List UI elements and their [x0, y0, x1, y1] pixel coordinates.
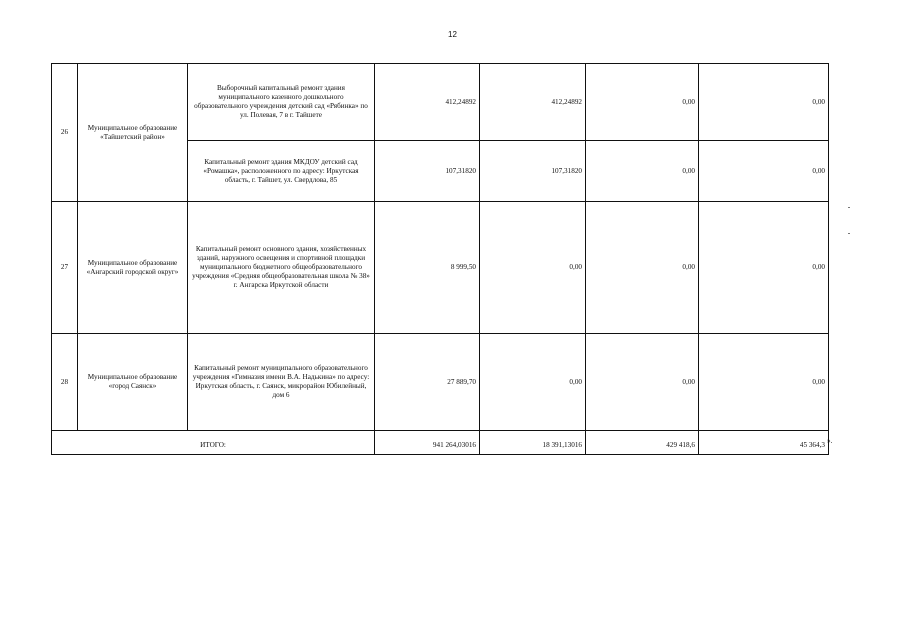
- row-number-cell: 26: [52, 64, 78, 202]
- value-cell: 107,31820: [480, 141, 586, 202]
- value-cell: 0,00: [699, 202, 829, 334]
- value-cell: 0,00: [586, 141, 699, 202]
- value-cell: 0,00: [699, 141, 829, 202]
- value-cell: 107,31820: [375, 141, 480, 202]
- table-row: [52, 334, 829, 431]
- scan-speck: [848, 233, 850, 234]
- row-number-cell: 28: [52, 334, 78, 431]
- object-description-cell: Капитальный ремонт здания МКДОУ детский сад «Ромашка», расположенного по адресу: Иркутская область, г. Тайшет, ул. Свердлова, 85: [188, 141, 375, 202]
- closing-quote-mark: ».: [827, 437, 833, 445]
- object-description-cell: Выборочный капитальный ремонт здания муниципального казенного дошкольного образовательного учреждения детский сад «Рябинка» по ул. Полевая, 7 в г. Тайшете: [188, 64, 375, 141]
- municipality-cell: Муниципальное образование «город Саянск»: [78, 334, 188, 431]
- value-cell: 0,00: [699, 64, 829, 141]
- total-value-cell: 941 264,03016: [375, 431, 480, 455]
- value-cell: 0,00: [586, 202, 699, 334]
- value-cell: 0,00: [586, 64, 699, 141]
- object-description-cell: Капитальный ремонт основного здания, хозяйственных зданий, наружного освещения и спортивной площадки муниципального бюджетного общеобразовательного учреждения «Средняя общеобразовательная школа № 38» г. Ангарска Иркутской области: [188, 202, 375, 334]
- total-row: [52, 431, 829, 455]
- value-cell: 8 999,50: [375, 202, 480, 334]
- page-number: 12: [448, 30, 457, 39]
- table-row: [52, 202, 829, 334]
- total-label: ИТОГО:: [52, 431, 375, 455]
- object-description-cell: Капитальный ремонт муниципального образовательного учреждения «Гимназия имени В.А. Надькина» по адресу: Иркутская область, г. Саянск, микрорайон Юбилейный, дом 6: [188, 334, 375, 431]
- value-cell: 27 889,70: [375, 334, 480, 431]
- total-value-cell: 429 418,6: [586, 431, 699, 455]
- value-cell: 0,00: [699, 334, 829, 431]
- value-cell: 0,00: [586, 334, 699, 431]
- scan-speck: [848, 207, 850, 208]
- municipality-cell: Муниципальное образование «Ангарский городской округ»: [78, 202, 188, 334]
- total-value-cell: 45 364,3: [699, 431, 829, 455]
- value-cell: 0,00: [480, 202, 586, 334]
- municipality-cell: Муниципальное образование «Тайшетский район»: [78, 64, 188, 202]
- row-number-cell: 27: [52, 202, 78, 334]
- table-row: [52, 64, 829, 141]
- budget-table: [51, 63, 829, 455]
- value-cell: 412,24892: [480, 64, 586, 141]
- value-cell: 0,00: [480, 334, 586, 431]
- value-cell: 412,24892: [375, 64, 480, 141]
- total-value-cell: 18 391,13016: [480, 431, 586, 455]
